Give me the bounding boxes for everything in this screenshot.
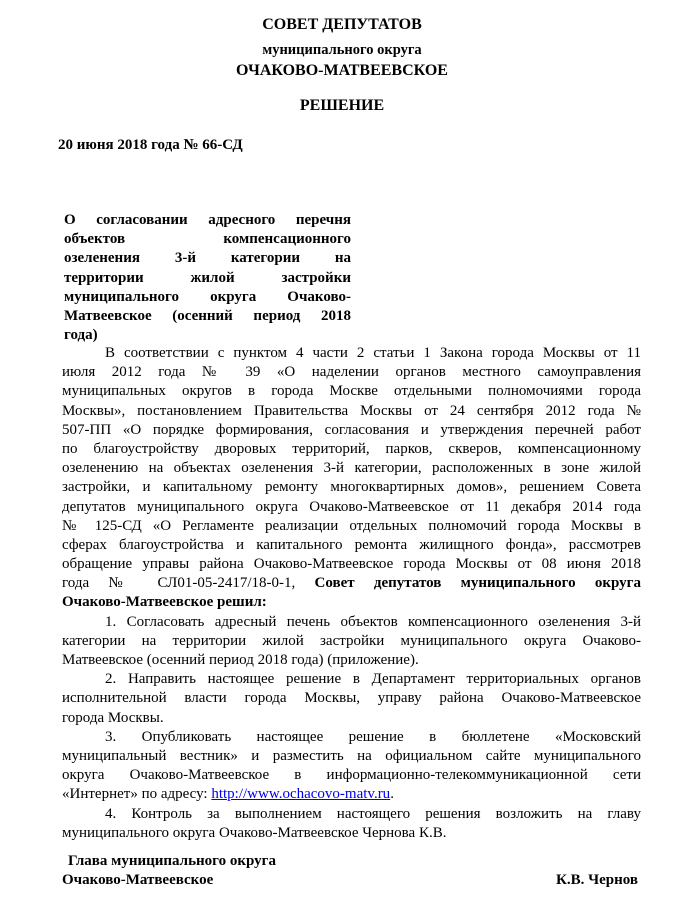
item-1-paragraph	[62, 613, 641, 671]
decision-title	[64, 211, 351, 345]
title-line: объектов компенсационного	[64, 231, 351, 248]
preamble-line: муниципальных округов в города Москве отдельными полномочиями города	[62, 383, 641, 400]
preamble-line: депутатов муниципального округа Очаково-Матвеевское от 11 декабря 2014 года	[62, 498, 641, 515]
preamble-line: Москвы», постановлением Правительства Москвы от 24 сентября 2012 года №	[62, 402, 641, 419]
title-line: Матвеевское (осенний период 2018	[64, 307, 351, 324]
item-4-line: 4. Контроль за выполнением настоящего решения возложить на главу	[105, 805, 641, 822]
preamble-line: 507-ПП «О порядке формирования, согласования и утверждения перечней работ	[62, 421, 641, 438]
preamble-resolved: Очаково-Матвеевское решил:	[62, 594, 267, 611]
preamble-line: обращение управы района Очаково-Матвеевское города Москвы от 08 июня 2018	[62, 556, 641, 573]
council-heading: СОВЕТ ДЕПУТАТОВ	[262, 16, 422, 33]
title-line: года)	[64, 327, 98, 344]
preamble-line: В соответствии с пунктом 4 части 2 статьи 1 Закона города Москвы от 11	[105, 345, 641, 361]
district-name-heading: ОЧАКОВО-МАТВЕЕВСКОЕ	[236, 62, 448, 79]
item-4-paragraph	[62, 805, 641, 843]
signatory-name: К.В. Чернов	[555, 872, 638, 888]
item-2-line: 2. Направить настоящее решение в Департамент территориальных органов	[105, 671, 641, 688]
item-3-address-prefix: «Интернет» по адресу:	[62, 786, 212, 803]
item-3-paragraph	[62, 728, 641, 805]
item-1-line: 1. Согласовать адресный печень объектов компенсационного озеленения 3-й	[105, 613, 641, 630]
signatory-title: Глава муниципального округа	[68, 853, 276, 869]
preamble-reference: года № СЛ01-05-2417/18-0-1,	[62, 575, 296, 592]
item-2-line: города Москвы.	[62, 709, 164, 726]
item-1-line: категории на территории жилой застройки муниципального округа Очаково-	[62, 632, 641, 649]
preamble-line: № 125-СД «О Регламенте реализации отдельных полномочий города Москвы в	[62, 517, 641, 534]
item-3-line: 3. Опубликовать настоящее решение в бюллетене «Московский	[105, 728, 641, 745]
preamble-line	[62, 574, 641, 593]
preamble-line: застройки, и капитальному ремонту многоквартирных домов», решением Совета	[62, 479, 641, 496]
preamble-line: сферах благоустройства и капитального ремонта жилищного фонда», рассмотрев	[62, 536, 641, 553]
item-2-line: исполнительной власти города Москвы, управу района Очаково-Матвеевское	[62, 690, 641, 707]
item-4-line: муниципального округа Очаково-Матвеевское Чернова К.В.	[62, 824, 447, 841]
title-line: муниципального округа Очаково-	[64, 288, 351, 305]
preamble-line: по благоустройству дворовых территорий, парков, скверов, компенсационному	[62, 440, 641, 457]
title-line: территории жилой застройки	[64, 269, 351, 286]
item-3-address-suffix: .	[390, 786, 394, 803]
preamble-line: озеленению на объектах озеленения 3-й категории, расположенных в зоне жилой	[62, 460, 641, 477]
decision-body	[62, 344, 641, 843]
signatory-district: Очаково-Матвеевское	[62, 872, 214, 888]
item-3-line	[62, 785, 641, 804]
preamble-line: июля 2012 года № 39 «О наделении органов местного самоуправления	[62, 364, 641, 381]
title-line: озеленения 3-й категории на	[64, 250, 351, 267]
preamble-council-bold: Совет депутатов муниципального округа	[314, 575, 641, 592]
title-line: О согласовании адресного перечня	[64, 212, 351, 228]
item-3-line: муниципальный вестник» и разместить на официальном сайте муниципального	[62, 747, 641, 764]
item-2-paragraph	[62, 670, 641, 728]
district-subheading: муниципального округа	[262, 42, 422, 58]
item-1-line: Матвеевское (осенний период 2018 года) (приложение).	[62, 652, 419, 668]
preamble-paragraph	[62, 344, 641, 613]
item-3-line: округа Очаково-Матвеевское в информационно-телекоммуникационной сети	[62, 767, 641, 784]
website-link[interactable]: http://www.ochacovo-matv.ru	[211, 786, 391, 803]
document-date-number: 20 июня 2018 года № 66-СД	[58, 137, 243, 153]
decision-heading: РЕШЕНИЕ	[299, 97, 385, 114]
